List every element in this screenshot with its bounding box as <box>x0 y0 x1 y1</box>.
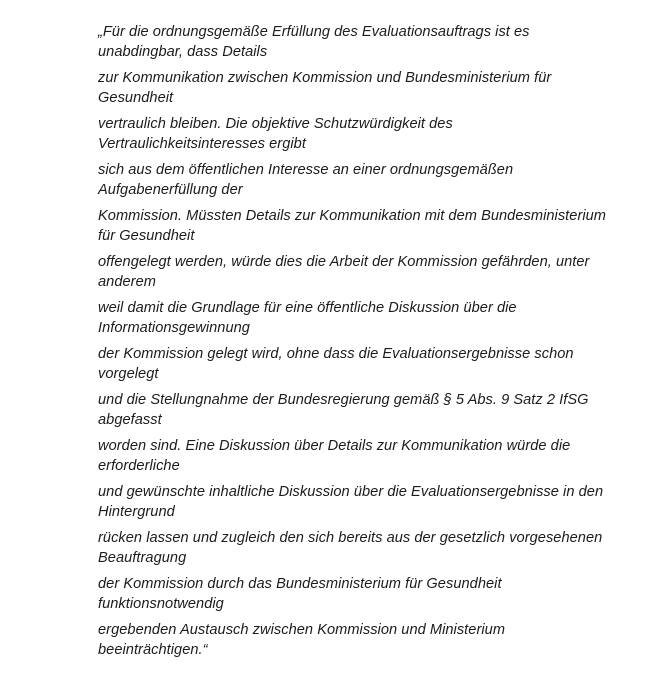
quote-line: offengelegt werden, würde dies die Arbeit der Kommission gefährden, unter <box>98 254 590 270</box>
quote-line: Aufgabenerfüllung der <box>98 182 243 198</box>
quote-line: abgefasst <box>98 412 162 428</box>
quote-line: für Gesundheit <box>98 228 195 244</box>
quote-line: Vertraulichkeitsinteresses ergibt <box>98 136 306 152</box>
quote-line: Informationsgewinnung <box>98 320 250 336</box>
quote-line: beeinträchtigen.“ <box>98 642 208 658</box>
quote-line: der Kommission durch das Bundesministerium für Gesundheit <box>98 576 502 592</box>
quote-line: weil damit die Grundlage für eine öffentliche Diskussion über die <box>98 300 517 316</box>
quote-line: anderem <box>98 274 156 290</box>
quote-line: unabdingbar, dass Details <box>98 44 268 60</box>
quote-line: sich aus dem öffentlichen Interesse an einer ordnungsgemäßen <box>98 162 514 178</box>
quote-line: „Für die ordnungsgemäße Erfüllung des Evaluationsauftrags ist es <box>98 24 530 40</box>
quote-line: funktionsnotwendig <box>98 596 224 612</box>
quote-line: Hintergrund <box>98 504 175 520</box>
quote-line: vorgelegt <box>98 366 159 382</box>
quote-line: und gewünschte inhaltliche Diskussion über die Evaluationsergebnisse in den <box>98 484 604 500</box>
quote-line: zur Kommunikation zwischen Kommission und Bundesministerium für <box>98 70 552 86</box>
quote-line: der Kommission gelegt wird, ohne dass die Evaluationsergebnisse schon <box>98 346 574 362</box>
quote-line: ergebenden Austausch zwischen Kommission und Ministerium <box>98 622 506 638</box>
quote-line: erforderliche <box>98 458 180 474</box>
quote-line: und die Stellungnahme der Bundesregierung gemäß § 5 Abs. 9 Satz 2 IfSG <box>98 392 589 408</box>
quote-line: vertraulich bleiben. Die objektive Schutzwürdigkeit des <box>98 116 453 132</box>
quote-line: rücken lassen und zugleich den sich bereits aus der gesetzlich vorgesehenen <box>98 530 603 546</box>
quote-text-block <box>98 22 648 660</box>
quote-line: Gesundheit <box>98 90 174 106</box>
quote-line: Beauftragung <box>98 550 187 566</box>
quote-line: worden sind. Eine Diskussion über Details zur Kommunikation würde die <box>98 438 571 454</box>
quote-line: Kommission. Müssten Details zur Kommunikation mit dem Bundesministerium <box>98 208 607 224</box>
